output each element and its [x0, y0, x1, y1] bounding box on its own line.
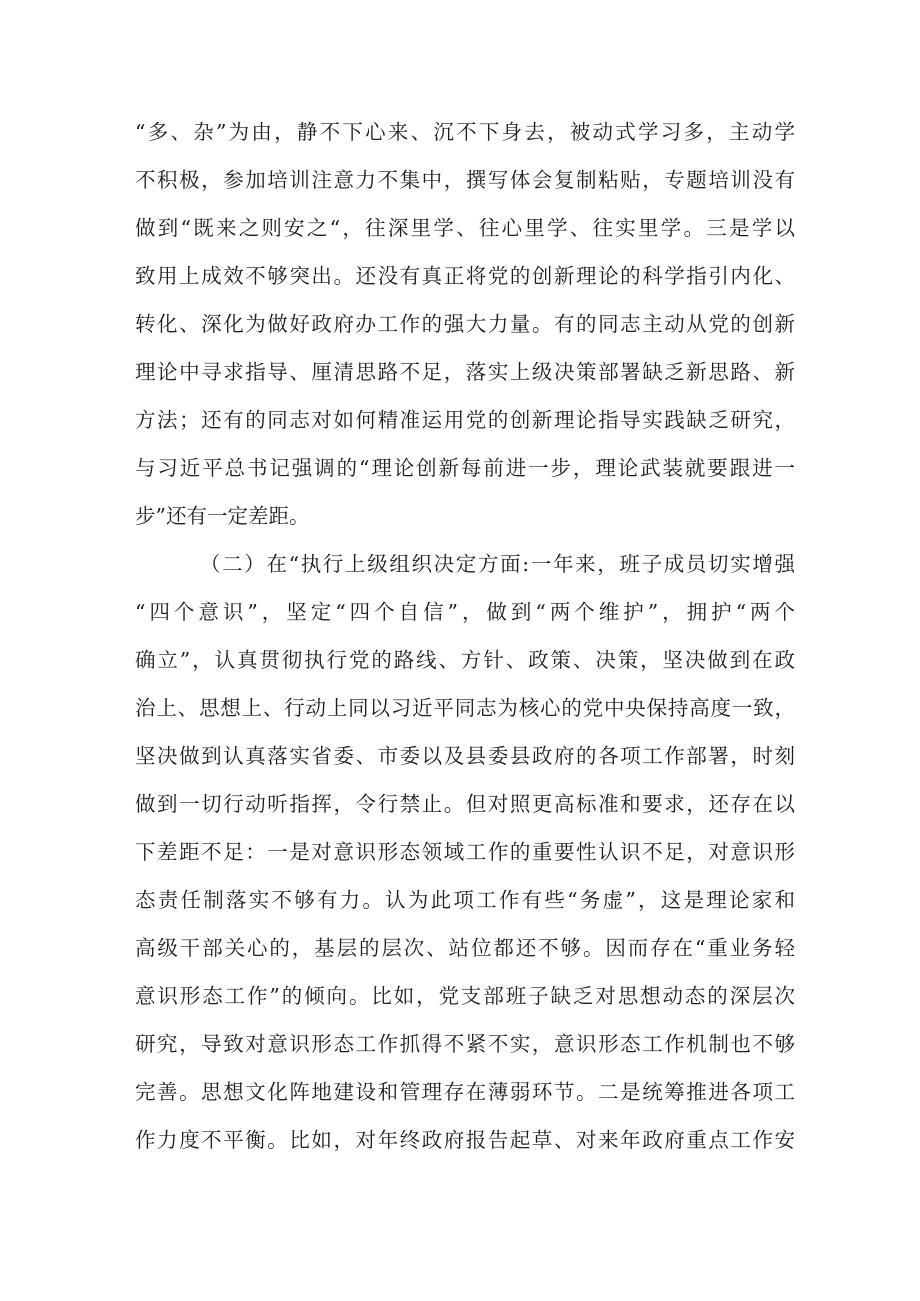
text-line-21: 完善。思想文化阵地建设和管理存在薄弱环节。二是统筹推进各项工 [135, 1080, 795, 1104]
text-line-18: 高级干部关心的，基层的层次、站位都还不够。因而存在“重业务轻 [135, 936, 795, 960]
text-line-9: 步”还有一定差距。 [135, 504, 310, 528]
text-line-1: “多、杂”为由，静不下心来、沉不下身去，被动式学习多，主动学 [135, 120, 795, 144]
text-line-14: 坚决做到认真落实省委、市委以及县委县政府的各项工作部署，时刻 [135, 744, 795, 768]
text-line-15: 做到一切行动听指挥，令行禁止。但对照更高标准和要求，还存在以 [135, 792, 795, 816]
text-line-19: 意识形态工作”的倾向。比如，党支部班子缺乏对思想动态的深层次 [135, 984, 795, 1008]
text-line-20: 研究，导致对意识形态工作抓得不紧不实，意识形态工作机制也不够 [135, 1032, 795, 1056]
text-line-12: 确立”，认真贯彻执行党的路线、方针、政策、决策，坚决做到在政 [135, 648, 795, 672]
text-line-17: 态责任制落实不够有力。认为此项工作有些“务虚”，这是理论家和 [135, 888, 795, 912]
text-line-3: 做到“既来之则安之“，往深里学、往心里学、往实里学。三是学以 [135, 216, 795, 240]
text-line-4: 致用上成效不够突出。还没有真正将党的创新理论的科学指引内化、 [135, 264, 795, 288]
text-line-8: 与习近平总书记强调的“理论创新每前进一步，理论武装就要跟进一 [135, 456, 795, 480]
text-line-13: 治上、思想上、行动上同以习近平同志为核心的党中央保持高度一致， [135, 696, 795, 720]
text-line-22: 作力度不平衡。比如，对年终政府报告起草、对来年政府重点工作安 [135, 1128, 795, 1152]
text-line-7: 方法；还有的同志对如何精准运用党的创新理论指导实践缺乏研究， [135, 408, 795, 432]
text-line-2: 不积极，参加培训注意力不集中，撰写体会复制粘贴，专题培训没有 [135, 168, 795, 192]
text-line-16: 下差距不足：一是对意识形态领域工作的重要性认识不足，对意识形 [135, 840, 795, 864]
text-line-11: “四个意识”，坚定“四个自信”，做到“两个维护”，拥护“两个 [135, 600, 795, 624]
text-line-6: 理论中寻求指导、厘清思路不足，落实上级决策部署缺乏新思路、新 [135, 360, 795, 384]
text-line-5: 转化、深化为做好政府办工作的强大力量。有的同志主动从党的创新 [135, 312, 795, 336]
section-heading-line: （二）在“执行上级组织决定方面:一年来，班子成员切实增强 [200, 552, 795, 576]
